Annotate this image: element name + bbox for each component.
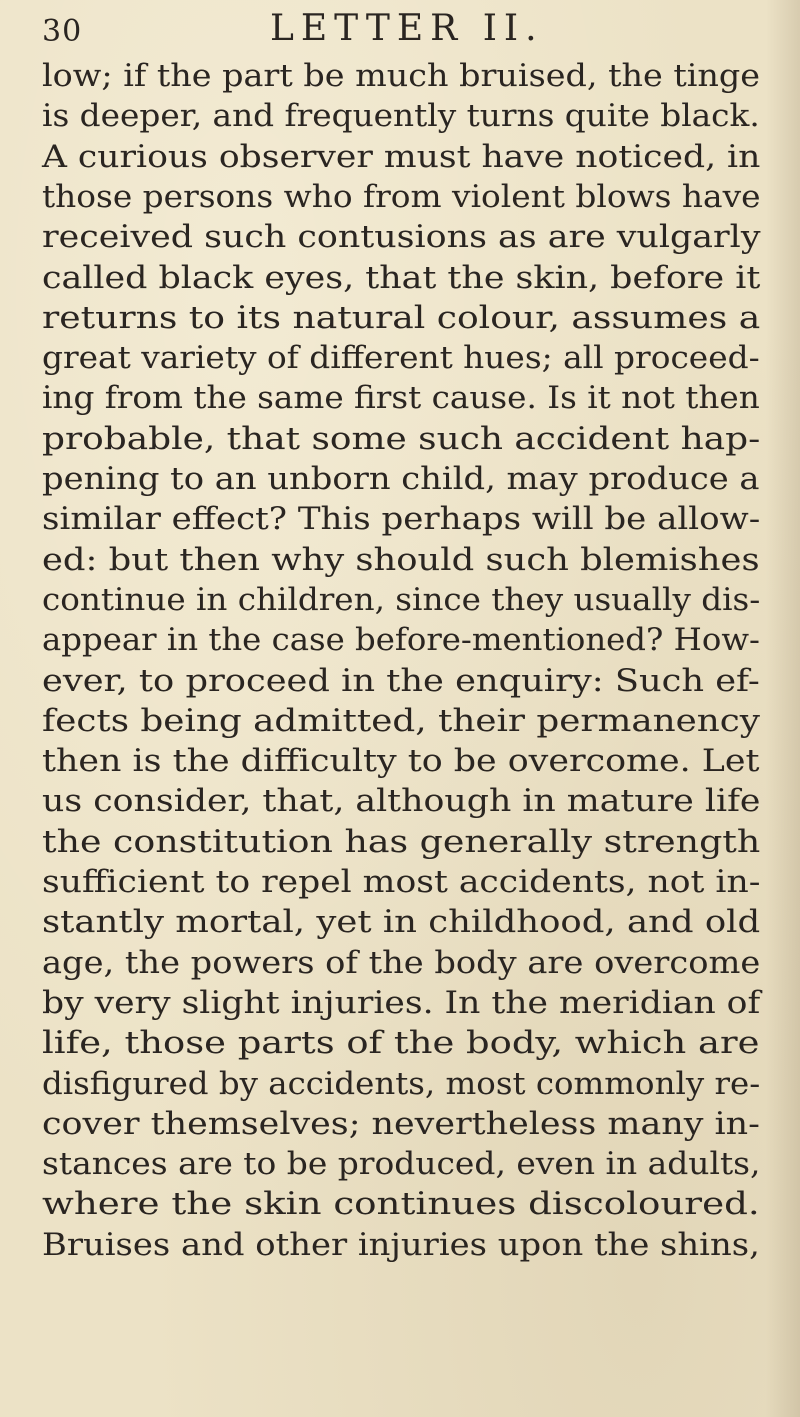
text-line: stances are to be produced, even in adults,	[42, 1147, 761, 1183]
page-edge-shadow	[766, 0, 800, 1417]
text-line: by very slight injuries. In the meridian of	[42, 985, 761, 1021]
text-line: low; if the part be much bruised, the tinge	[42, 59, 761, 94]
text-line: cover themselves; nevertheless many in-	[42, 1106, 760, 1142]
text-line: called black eyes, that the skin, before it	[42, 260, 761, 296]
text-line: appear in the case before-mentioned? How-	[42, 623, 760, 659]
running-head: LETTER II.	[270, 8, 544, 49]
text-line: pening to an unborn child, may produce a	[42, 462, 760, 497]
page-number: 30	[42, 14, 83, 49]
text-line: great variety of different hues; all proceed-	[42, 341, 760, 377]
text-line: stantly mortal, yet in childhood, and old	[42, 905, 761, 941]
text-line: ever, to proceed in the enquiry: Such ef-	[42, 663, 760, 699]
text-line: life, those parts of the body, which are	[42, 1026, 760, 1062]
text-line: A curious observer must have noticed, in	[42, 139, 761, 175]
text-line: continue in children, since they usually dis-	[42, 582, 761, 618]
text-line: returns to its natural colour, assumes a	[42, 300, 761, 336]
text-line: the constitution has generally strength	[42, 824, 761, 860]
text-line: Bruises and other injuries upon the shins,	[42, 1227, 760, 1263]
text-line: received such contusions as are vulgarly	[42, 220, 761, 256]
page-header	[42, 4, 762, 54]
text-line: ing from the same first cause. Is it not then	[42, 381, 760, 417]
text-line: ed: but then why should such blemishes	[42, 542, 760, 578]
text-line: then is the difficulty to be overcome. Let	[42, 744, 760, 780]
text-line: similar effect? This perhaps will be allow-	[42, 502, 761, 538]
text-line: is deeper, and frequently turns quite black.	[42, 99, 760, 135]
text-line: us consider, that, although in mature life	[42, 784, 761, 820]
text-line: age, the powers of the body are overcome	[42, 945, 761, 981]
text-line: disfigured by accidents, most commonly re-	[42, 1066, 761, 1102]
text-line: fects being admitted, their permanency	[42, 703, 760, 739]
text-line: those persons who from violent blows have	[42, 179, 761, 215]
text-line: probable, that some such accident hap-	[42, 421, 761, 457]
text-line: sufficient to repel most accidents, not in-	[42, 865, 761, 900]
text-line: where the skin continues discoloured.	[42, 1187, 760, 1223]
